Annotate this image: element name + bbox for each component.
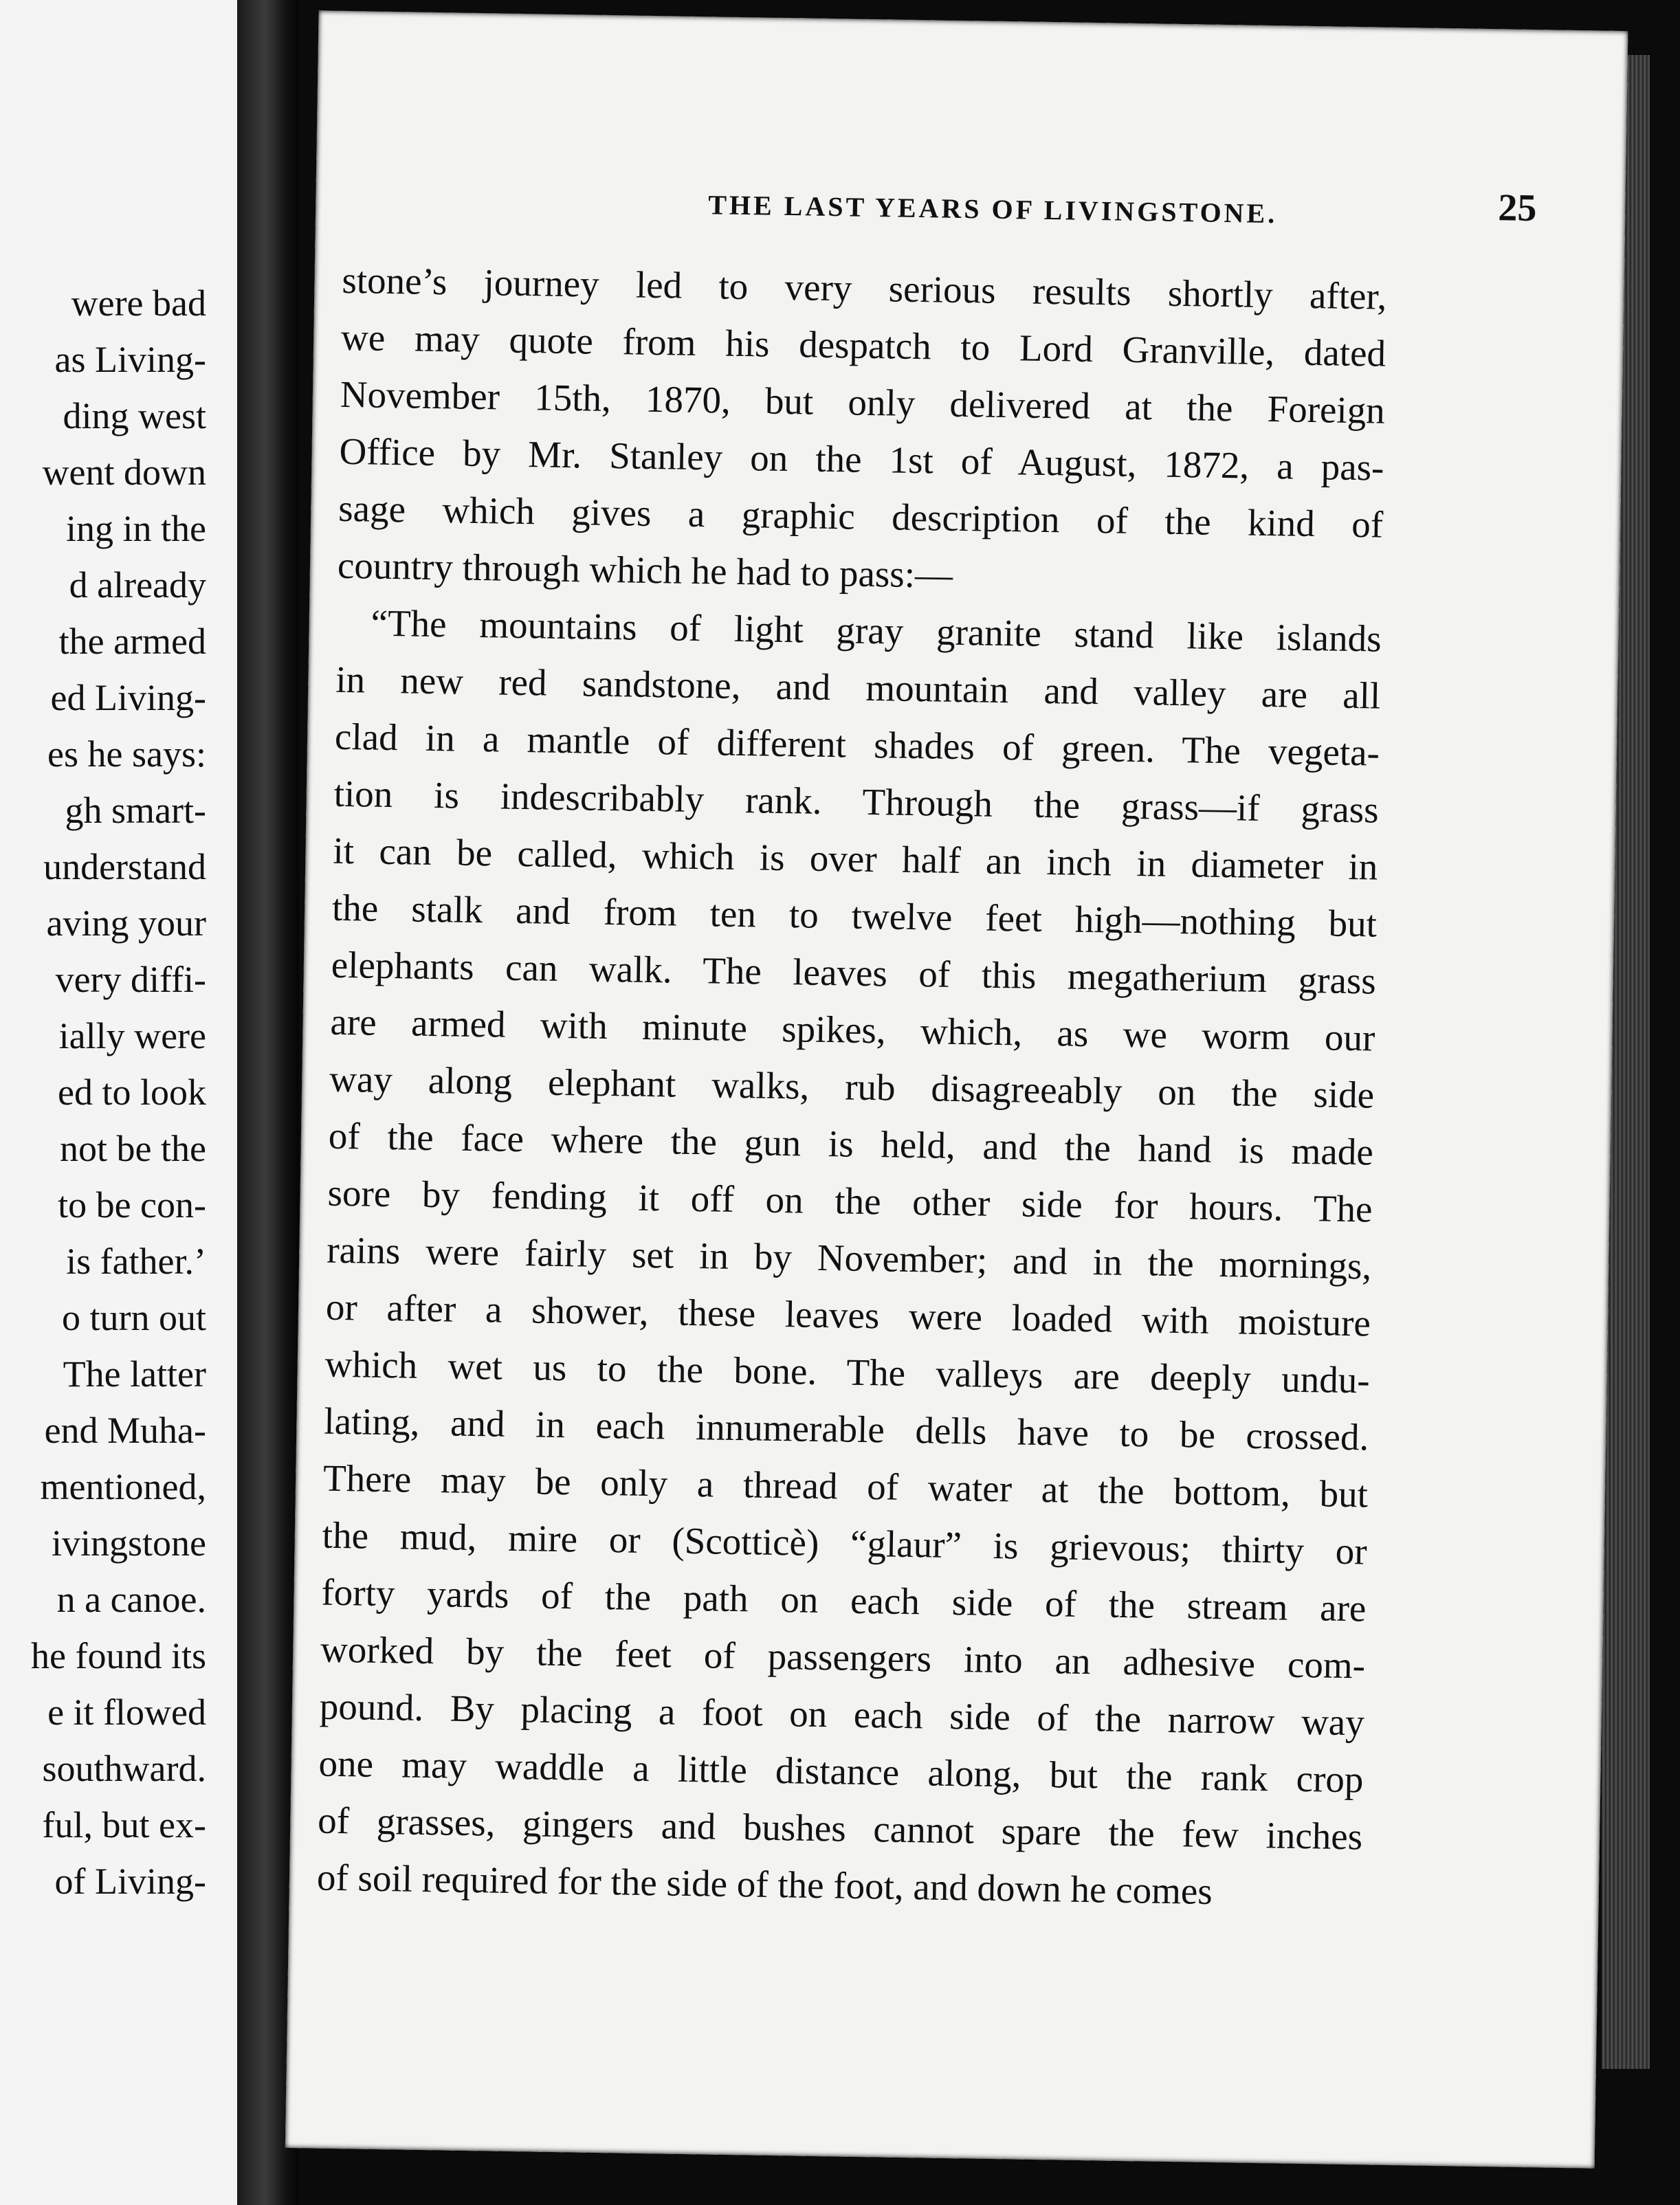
left-line: went down	[42, 452, 206, 493]
text-line: elephants can walk. The leaves of this megatherium grass	[331, 943, 1377, 1002]
left-line: es he says:	[47, 733, 206, 775]
left-line: the armed	[58, 621, 206, 662]
text-line: we may quote from his despatch to Lord Granville, dated	[340, 315, 1386, 375]
text-line: which wet us to the bone. The valleys are deeply undu-	[324, 1342, 1371, 1401]
left-line: not be the	[60, 1128, 206, 1169]
left-line: as Living-	[54, 339, 206, 380]
left-line: n a canoe.	[56, 1579, 206, 1620]
text-line: tion is indescribably rank. Through the grass—if grass	[333, 772, 1380, 831]
text-line: November 15th, 1870, but only delivered at the Foreign	[340, 373, 1386, 432]
left-line: mentioned,	[40, 1466, 206, 1507]
text-line: the stalk and from ten to twelve feet high—nothing but	[331, 886, 1378, 945]
page-number: 25	[1497, 186, 1537, 230]
text-line: forty yards of the path on each side of the stream are	[321, 1571, 1367, 1630]
text-line: There may be only a thread of water at the bottom, but	[322, 1456, 1369, 1516]
text-line: rains were fairly set in by November; and in the mornings,	[326, 1228, 1372, 1287]
left-line: The latter	[63, 1353, 206, 1395]
left-line: southward.	[42, 1748, 206, 1789]
left-line: understand	[43, 846, 206, 887]
right-page	[285, 10, 1628, 2169]
text-line: are armed with minute spikes, which, as we worm our	[330, 1000, 1375, 1059]
left-page-text	[0, 275, 206, 1909]
body-text	[316, 252, 1387, 1923]
text-line: or after a shower, these leaves were loaded with moisture	[325, 1285, 1371, 1344]
text-line: in new red sandstone, and mountain and valley are all	[335, 658, 1381, 717]
left-line: ivingstone	[52, 1522, 206, 1564]
left-line: ed Living-	[50, 677, 206, 718]
left-line: ially were	[58, 1015, 206, 1056]
left-line: ed to look	[58, 1072, 206, 1113]
left-line: aving your	[46, 902, 206, 944]
text-line: clad in a mantle of different shades of green. The vegeta-	[334, 715, 1380, 774]
left-line: ful, but ex-	[42, 1804, 206, 1846]
text-line: lating, and in each innumerable dells have to be crossed.	[323, 1399, 1369, 1459]
text-line: one may waddle a little distance along, but the rank crop	[318, 1742, 1364, 1801]
left-line: ding west	[63, 395, 206, 436]
left-line: ing in the	[66, 508, 206, 549]
text-line: stone’s journey led to very serious results shortly after,	[342, 258, 1387, 318]
text-line: “The mountains of light gray granite stand like islands	[371, 601, 1382, 660]
left-line: gh smart-	[65, 790, 206, 831]
text-line: Office by Mr. Stanley on the 1st of August, 1872, a pas-	[339, 430, 1384, 489]
text-line: way along elephant walks, rub disagreeably on the side	[329, 1057, 1375, 1116]
left-line: end Muha-	[44, 1410, 206, 1451]
text-line: the mud, mire or (Scotticè) “glaur” is grievous; thirty or	[322, 1514, 1368, 1573]
left-line: is father.’	[66, 1241, 206, 1282]
text-line: country through which he had to pass:—	[337, 544, 953, 596]
text-line: of the face where the gun is held, and the hand is made	[328, 1114, 1374, 1173]
left-line: were bad	[71, 282, 206, 324]
text-line: it can be called, which is over half an inch in diameter in	[333, 829, 1378, 888]
text-line: sore by fending it off on the other side for hours. The	[327, 1171, 1373, 1230]
text-line: of grasses, gingers and bushes cannot spare the few inches	[317, 1799, 1363, 1858]
text-line: of soil required for the side of the foot, and down he comes	[316, 1856, 1213, 1913]
left-line: he found its	[31, 1635, 206, 1676]
left-line: very diffi-	[55, 959, 206, 1000]
left-line: d already	[69, 564, 206, 606]
text-line: pound. By placing a foot on each side of the narrow way	[319, 1685, 1365, 1744]
left-line: of Living-	[54, 1861, 206, 1902]
text-line: sage which gives a graphic description of the kind of	[338, 487, 1384, 546]
running-head: THE LAST YEARS OF LIVINGSTONE.	[707, 189, 1278, 230]
left-line: to be con-	[58, 1184, 206, 1226]
text-line: worked by the feet of passengers into an adhesive com-	[320, 1628, 1366, 1687]
left-line: e it flowed	[47, 1692, 206, 1733]
left-line: o turn out	[62, 1297, 206, 1338]
left-page	[0, 0, 237, 2205]
